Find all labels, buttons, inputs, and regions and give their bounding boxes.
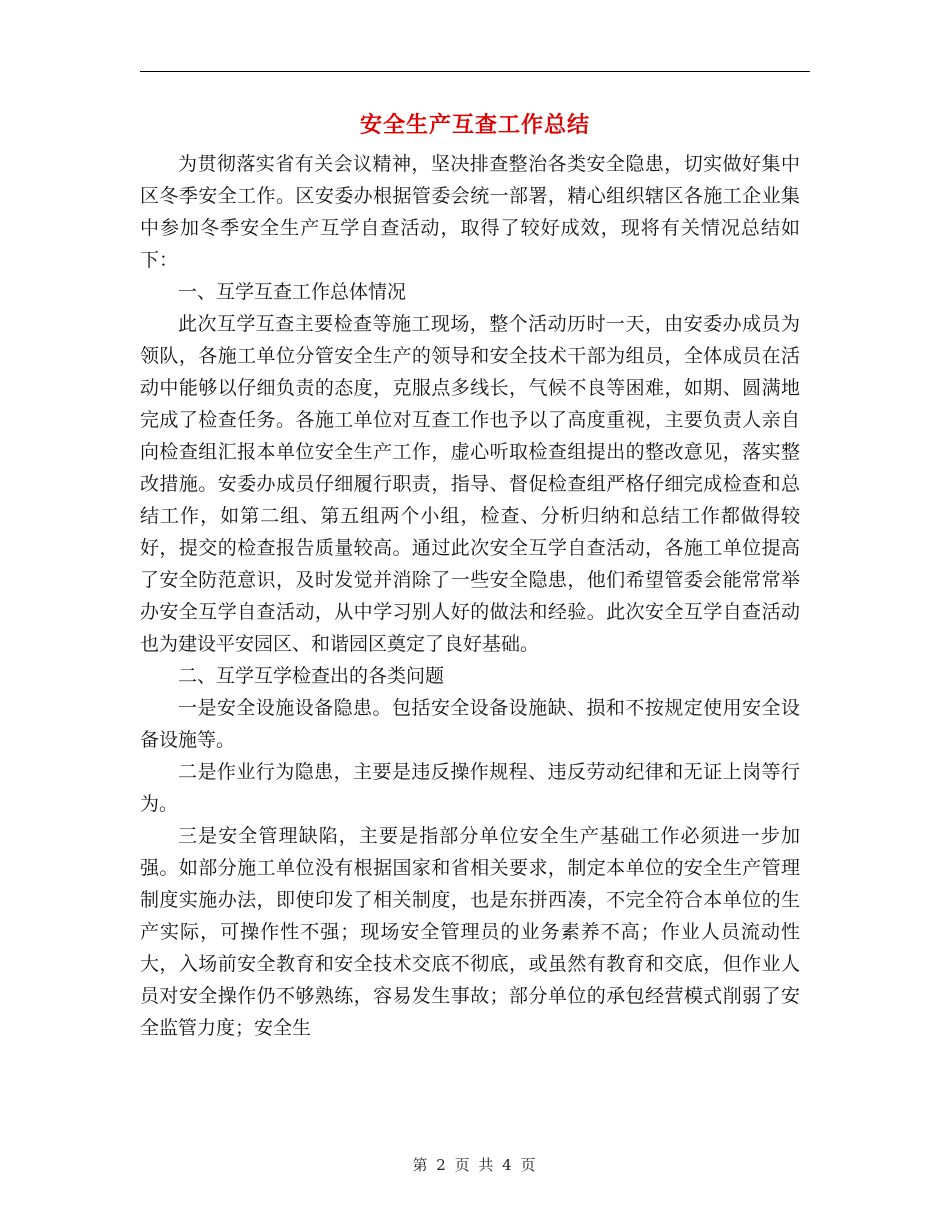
- document-title: 安全生产互查工作总结: [359, 112, 590, 138]
- problem-item-3: 三是安全管理缺陷，主要是指部分单位安全生产基础工作必须进一步加强。如部分施工单位没有根据国家和省相关要求，制定本单位的安全生产管理制度实施办法，即使印发了相关制度，也是东拼西凑，不完全符合本单位的生产实际，可操作性不强；现场安全管理员的业务素养不高；作业人员流动性大，入场前安全教育和安全技术交底不彻底，或虽然有教育和交底，但作业人员对安全操作仍不够熟练，容易发生事故；部分单位的承包经营模式削弱了安全监管力度；安全生: [140, 825, 800, 1039]
- page-number-footer: 第 2 页 共 4 页: [412, 1156, 538, 1174]
- intro-paragraph: 为贯彻落实省有关会议精神，坚决排查整治各类安全隐患，切实做好集中区冬季安全工作。区安委办根据管委会统一部署，精心组织辖区各施工企业集中参加冬季安全生产互学自查活动，取得了较好成效，现将有关情况总结如下：: [140, 153, 800, 271]
- problem-item-2: 二是作业行为隐患，主要是违反操作规程、违反劳动纪律和无证上岗等行为。: [140, 761, 800, 815]
- section-1-paragraph: 此次互学互查主要检查等施工现场，整个活动历时一天，由安委办成员为领队，各施工单位分管安全生产的领导和安全技术干部为组员，全体成员在活动中能够以仔细负责的态度，克服点多线长，气候不良等困难，如期、圆满地完成了检查任务。各施工单位对互查工作也予以了高度重视，主要负责人亲自向检查组汇报本单位安全生产工作，虚心听取检查组提出的整改意见，落实整改措施。安委办成员仔细履行职责，指导、督促检查组严格仔细完成检查和总结工作，如第二组、第五组两个小组，检查、分析归纳和总结工作都做得较好，提交的检查报告质量较高。通过此次安全互学自查活动，各施工单位提高了安全防范意识，及时发觉并消除了一些安全隐患，他们希望管委会能常常举办安全互学自查活动，从中学习别人好的做法和经验。此次安全互学自查活动也为建设平安园区、和谐园区奠定了良好基础。: [140, 313, 800, 655]
- header-rule: [140, 71, 810, 72]
- section-heading-1: 一、互学互查工作总体情况: [178, 281, 407, 303]
- problem-item-1: 一是安全设施设备隐患。包括安全设备设施缺、损和不按规定使用安全设备设施等。: [140, 697, 800, 751]
- section-heading-2: 二、互学互学检查出的各类问题: [178, 665, 445, 687]
- document-body: [140, 148, 800, 1044]
